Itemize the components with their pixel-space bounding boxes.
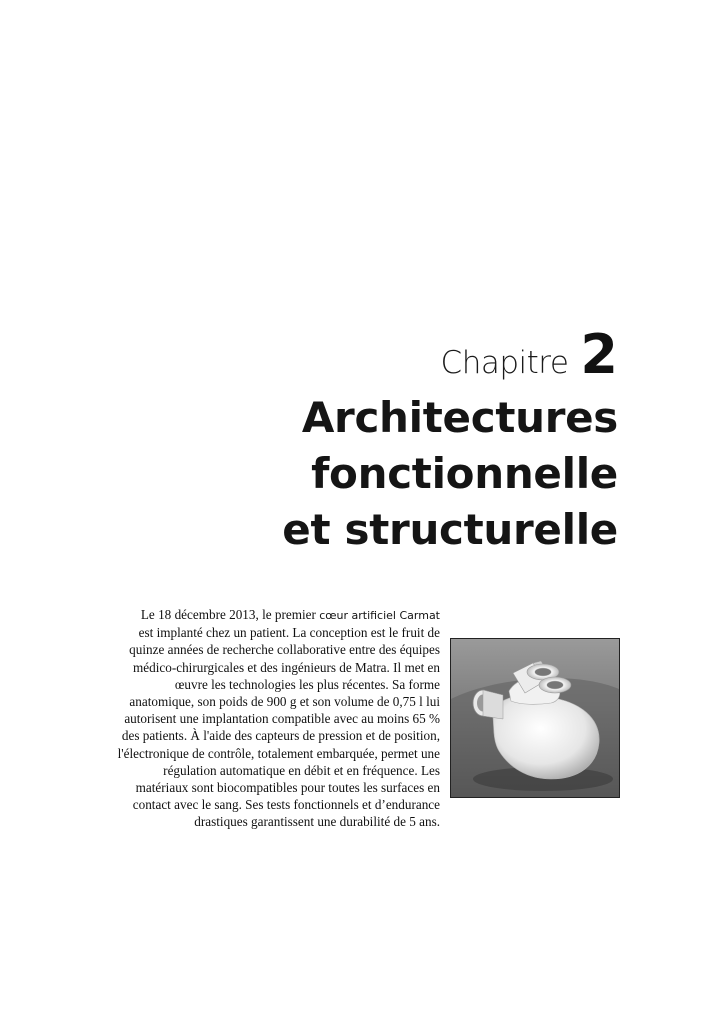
intro-line: anatomique, son poids de 900 g et son volume de 0,75 l lui <box>129 694 440 710</box>
intro-line <box>96 606 440 624</box>
intro-paragraph <box>96 606 440 831</box>
chapter-number: 2 <box>580 323 618 386</box>
intro-line: médico-chirurgicales et des ingénieurs de Matra. Il met en <box>133 659 440 675</box>
intro-line: matériaux sont biocompatibles pour toutes les surfaces en <box>135 780 440 796</box>
chapter-title-line: et structurelle <box>282 505 618 554</box>
artificial-heart-image <box>450 638 620 798</box>
intro-line: autorisent une implantation compatible avec au moins 65 % <box>124 711 440 727</box>
intro-line: contact avec le sang. Ses tests fonctionnels et d’endurance <box>132 797 440 813</box>
chapter-title-line: fonctionnelle <box>311 449 618 498</box>
intro-line: quinze années de recherche collaborative entre des équipes <box>129 642 440 658</box>
intro-line: drastiques garantissent une durabilité de 5 ans. <box>194 814 440 830</box>
chapter-title <box>282 390 618 558</box>
chapter-word: Chapitre <box>440 345 569 381</box>
intro-line: des patients. À l'aide des capteurs de pression et de position, <box>121 728 440 744</box>
intro-line: œuvre les technologies les plus récentes. Sa forme <box>174 676 440 692</box>
chapter-heading <box>282 323 618 558</box>
chapter-label <box>282 323 618 386</box>
intro-line: régulation automatique en débit et en fréquence. Les <box>163 762 440 778</box>
chapter-title-line: Architectures <box>301 393 618 442</box>
intro-text: Le 18 décembre 2013, le premier <box>140 607 320 622</box>
brand-name: cœur artificiel Carmat <box>319 609 440 622</box>
intro-line: est implanté chez un patient. La conception est le fruit de <box>138 625 440 641</box>
intro-line: l'électronique de contrôle, totalement embarquée, permet une <box>117 745 440 761</box>
artificial-heart-illustration <box>451 639 619 797</box>
